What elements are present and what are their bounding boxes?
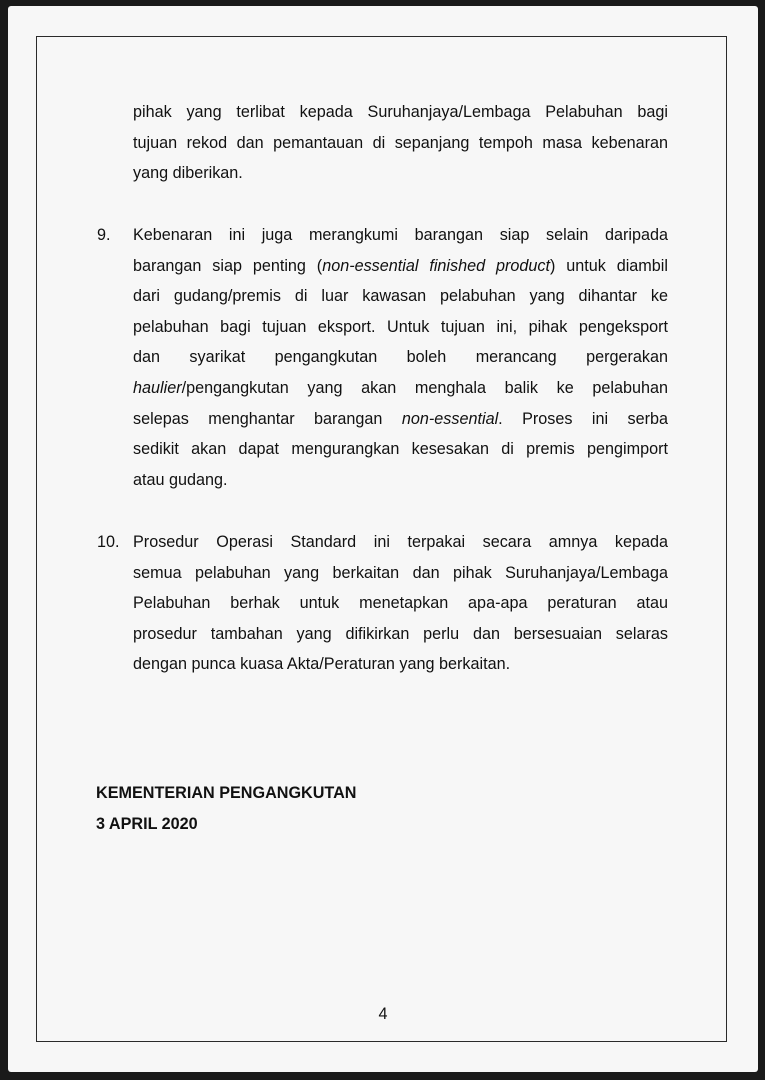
text-line: pihak yang terlibat kepada Suruhanjaya/Lembaga Pelabuhan bagi (133, 103, 668, 121)
text-line: Pelabuhan berhak untuk menetapkan apa-apa peraturan atau (133, 594, 668, 613)
italic-term: haulier (133, 378, 182, 397)
text-line: prosedur tambahan yang difikirkan perlu dan bersesuaian selaras (133, 624, 668, 643)
paragraph-number-9: 9. (97, 226, 111, 244)
document-page (8, 6, 758, 1072)
text-line: pelabuhan bagi tujuan eksport. Untuk tujuan ini, pihak pengeksport (133, 317, 668, 336)
text-line: selepas menghantar barangan non-essential. Proses ini serba (133, 409, 669, 428)
text-line: sedikit akan dapat mengurangkan kesesakan di premis pengimport (133, 440, 668, 459)
document-date: 3 APRIL 2020 (96, 815, 198, 833)
paragraph-10 (133, 527, 668, 680)
text-line: dari gudang/premis di luar kawasan pelabuhan yang dihantar ke (133, 287, 668, 306)
italic-term: non-essential finished product (322, 256, 550, 275)
text-line: haulier/pengangkutan yang akan menghala balik ke pelabuhan (133, 378, 668, 397)
text-line: barangan siap penting (non-essential finished product) untuk diambil (133, 256, 668, 275)
paragraph-continued (133, 97, 668, 189)
text-line: tujuan rekod dan pemantauan di sepanjang tempoh masa kebenaran (133, 133, 668, 152)
ministry-name: KEMENTERIAN PENGANGKUTAN (96, 784, 357, 802)
text-line: dan syarikat pengangkutan boleh merancang pergerakan (133, 348, 668, 367)
text-line: yang diberikan. (133, 164, 243, 183)
text-line: semua pelabuhan yang berkaitan dan pihak Suruhanjaya/Lembaga (133, 563, 668, 582)
paragraph-9 (133, 220, 668, 495)
paragraph-number-10: 10. (97, 533, 120, 551)
text-line: Kebenaran ini juga merangkumi barangan siap selain daripada (133, 226, 668, 244)
italic-term: non-essential (401, 409, 499, 428)
text-line: dengan punca kuasa Akta/Peraturan yang berkaitan. (133, 655, 511, 674)
text-line: atau gudang. (133, 470, 228, 489)
text-line: Prosedur Operasi Standard ini terpakai secara amnya kepada (133, 533, 668, 551)
page-number: 4 (378, 1005, 388, 1023)
